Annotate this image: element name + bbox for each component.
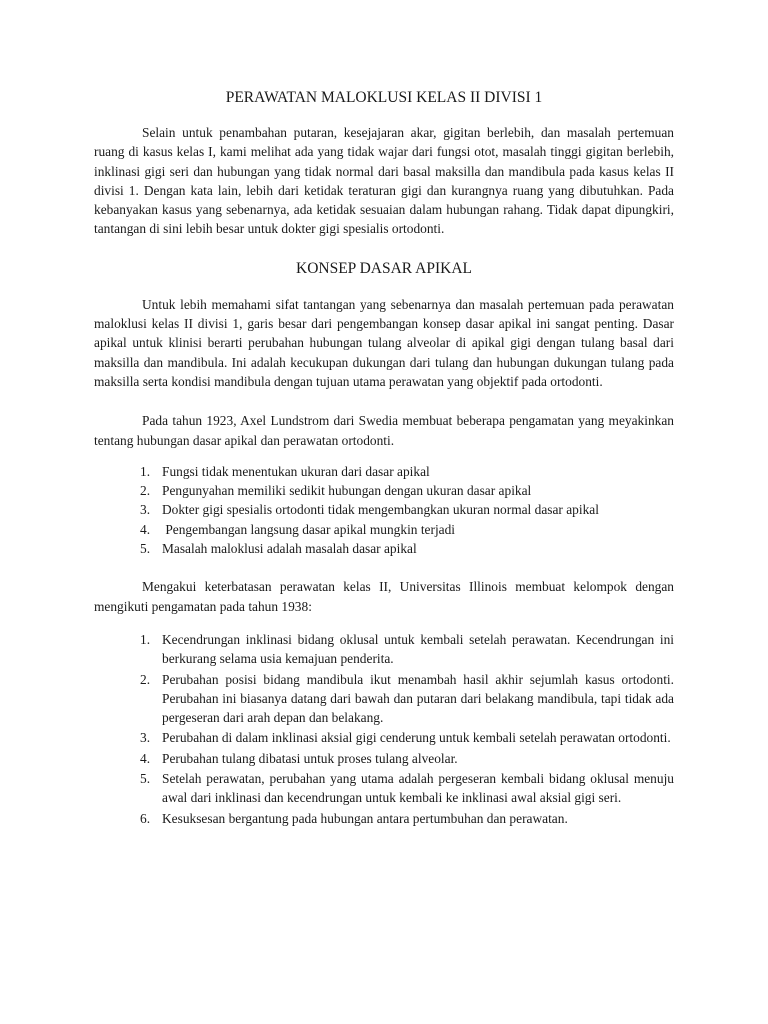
list-item xyxy=(94,500,674,519)
observation-list-1923 xyxy=(94,462,674,558)
section-paragraph-1: Untuk lebih memahami sifat tantangan yang sebenarnya dan masalah pertemuan pada perawatan maloklusi kelas II divisi 1, garis besar dari pengembangan konsep dasar apikal ini sangat penting. Dasar apikal untuk klinisi berarti perubahan hubungan tulang alveolar di apikal gigi dengan tulang basal dari maksilla dan mandibula. Ini adalah kecukupan dukungan dari tulang dan hubungan dukungan tulang pada maksilla serta kondisi mandibula dengan tujuan utama perawatan yang objektif pada ortodonti. xyxy=(94,296,674,389)
list-item xyxy=(94,728,674,747)
observation-list-1938 xyxy=(94,630,674,828)
list-text: Fungsi tidak menentukan ukuran dari dasar apikal xyxy=(162,463,430,479)
list-number: 1. xyxy=(140,631,151,647)
list-text: Masalah maloklusi adalah masalah dasar apikal xyxy=(162,541,417,557)
list-item xyxy=(94,462,674,481)
intro-paragraph: Selain untuk penambahan putaran, kesejajaran akar, gigitan berlebih, dan masalah pertemuan ruang di kasus kelas I, kami melihat ada yang tidak wajar dari fungsi otot, masalah tinggi gigitan berlebih, inklinasi gigi seri dan hubungan yang tidak normal dari basal maksilla dan mandibula pada kasus kelas II divisi 1. Dengan kata lain, lebih dari ketidak teraturan gigi dan kurangnya ruang yang dibutuhkan. Pada kebanyakan kasus yang sebenarnya, ada ketidak sesuaian dalam hubungan rahang. Tidak dapat dipungkiri, tantangan di sini lebih besar untuk dokter gigi spesialis ortodonti. xyxy=(94,125,674,237)
list-item xyxy=(94,630,674,669)
list-number: 6. xyxy=(140,810,151,826)
list-text: Kesuksesan bergantung pada hubungan antara pertumbuhan dan perawatan. xyxy=(162,810,568,826)
list-number: 5. xyxy=(140,771,151,787)
list-number: 1. xyxy=(140,463,151,479)
list-number: 3. xyxy=(140,730,151,746)
list-text: Pengunyahan memiliki sedikit hubungan dengan ukuran dasar apikal xyxy=(162,483,532,499)
list-item xyxy=(94,769,674,808)
list-text: Setelah perawatan, perubahan yang utama adalah pergeseran kembali bidang oklusal menuju awal dari inklinasi dan kecendrungan untuk kembali ke inklinasi awal aksial gigi seri. xyxy=(162,771,674,806)
list-text: Kecendrungan inklinasi bidang oklusal untuk kembali setelah perawatan. Kecendrungan ini berkurang selama usia kemajuan penderita. xyxy=(162,631,674,667)
list-text: Dokter gigi spesialis ortodonti tidak mengembangkan ukuran normal dasar apikal xyxy=(162,502,599,518)
list-text: Pengembangan langsung dasar apikal mungkin terjadi xyxy=(162,521,456,537)
list-item xyxy=(94,481,674,500)
list-item xyxy=(94,520,674,539)
list-number: 2. xyxy=(140,483,151,499)
list-number: 5. xyxy=(140,541,151,557)
list-item xyxy=(94,670,674,728)
list-number: 2. xyxy=(140,671,151,687)
list-item xyxy=(94,749,674,768)
section-paragraph-2: Pada tahun 1923, Axel Lundstrom dari Swedia membuat beberapa pengamatan yang meyakinkan tentang hubungan dasar apikal dan perawatan ortodonti. xyxy=(94,413,674,448)
list-item xyxy=(94,539,674,558)
section-heading: KONSEP DASAR APIKAL xyxy=(296,259,472,277)
list-text: Perubahan tulang dibatasi untuk proses tulang alveolar. xyxy=(162,750,458,766)
list-text: Perubahan posisi bidang mandibula ikut menambah hasil akhir sejumlah kasus ortodonti. Perubahan ini biasanya datang dari bawah dan putaran dari belakang mandibula, tapi tidak ada pergeseran dari arah depan dan belakang. xyxy=(162,671,674,726)
document-page xyxy=(94,88,674,847)
list-text: Perubahan di dalam inklinasi aksial gigi cenderung untuk kembali setelah perawatan ortodonti. xyxy=(162,730,671,746)
list-item xyxy=(94,809,674,828)
list-number: 4. xyxy=(140,750,151,766)
section-paragraph-3: Mengakui keterbatasan perawatan kelas II, Universitas Illinois membuat kelompok dengan mengikuti pengamatan pada tahun 1938: xyxy=(94,579,674,614)
list-number: 3. xyxy=(140,502,151,518)
document-title: PERAWATAN MALOKLUSI KELAS II DIVISI 1 xyxy=(225,89,543,106)
list-number: 4. xyxy=(140,521,151,537)
